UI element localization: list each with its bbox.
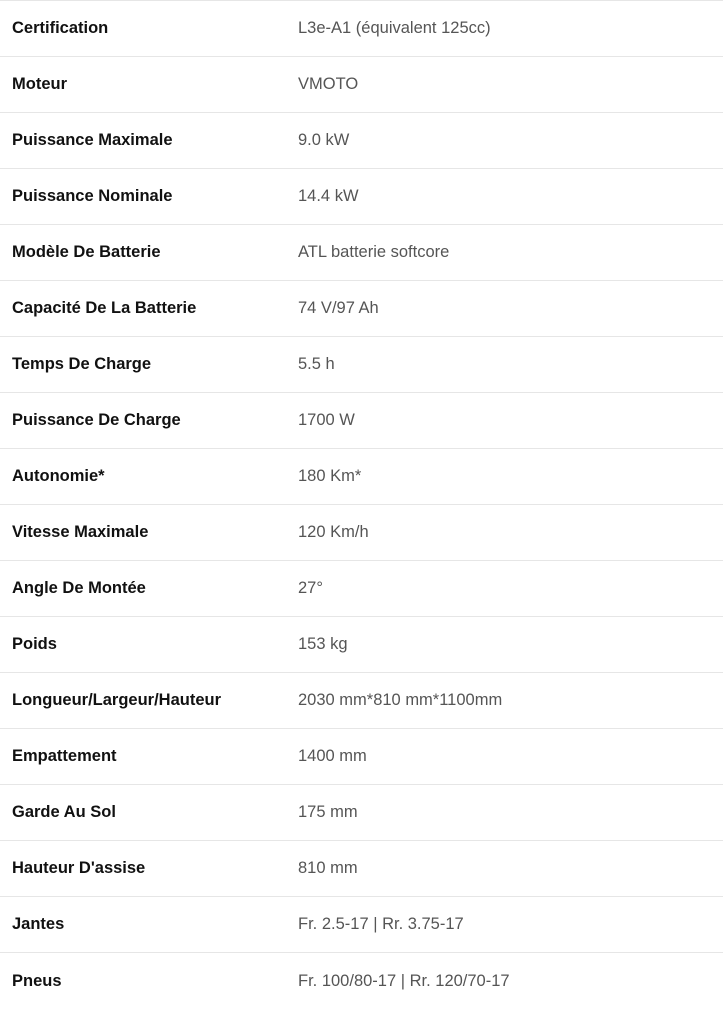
- spec-label: Temps De Charge: [12, 355, 152, 373]
- spec-value: Fr. 2.5-17 | Rr. 3.75-17: [298, 915, 464, 933]
- spec-value: 74 V/97 Ah: [298, 299, 379, 317]
- spec-row-jantes: [0, 897, 723, 953]
- spec-row-dimensions: [0, 673, 723, 729]
- spec-label: Puissance Nominale: [12, 187, 173, 205]
- spec-label: Garde Au Sol: [12, 803, 116, 821]
- spec-label: Poids: [12, 635, 57, 653]
- spec-value: 153 kg: [298, 635, 348, 653]
- spec-value: 5.5 h: [298, 355, 335, 373]
- spec-label: Longueur/Largeur/Hauteur: [12, 691, 222, 709]
- spec-value: VMOTO: [298, 75, 359, 93]
- spec-value: 175 mm: [298, 803, 358, 821]
- spec-label: Pneus: [12, 971, 62, 990]
- spec-row-moteur: [0, 57, 723, 113]
- spec-value: 9.0 kW: [298, 131, 350, 149]
- spec-label: Puissance Maximale: [12, 131, 173, 149]
- spec-row-autonomie: [0, 449, 723, 505]
- spec-value: Fr. 100/80-17 | Rr. 120/70-17: [298, 971, 510, 990]
- spec-value: ATL batterie softcore: [298, 243, 450, 261]
- spec-label: Capacité De La Batterie: [12, 299, 197, 317]
- spec-row-capacite-batterie: [0, 281, 723, 337]
- spec-row-puissance-charge: [0, 393, 723, 449]
- spec-row-puissance-maximale: [0, 113, 723, 169]
- spec-value: 1700 W: [298, 411, 355, 429]
- spec-label: Hauteur D'assise: [12, 859, 146, 877]
- spec-value: 27°: [298, 579, 323, 597]
- spec-value: 1400 mm: [298, 747, 367, 765]
- spec-row-certification: [0, 1, 723, 57]
- spec-row-poids: [0, 617, 723, 673]
- spec-label: Autonomie*: [12, 467, 105, 485]
- spec-row-temps-charge: [0, 337, 723, 393]
- spec-value: 2030 mm*810 mm*1100mm: [298, 691, 503, 709]
- spec-label: Certification: [12, 19, 109, 37]
- spec-row-angle-montee: [0, 561, 723, 617]
- spec-value: 180 Km*: [298, 467, 362, 485]
- spec-row-empattement: [0, 729, 723, 785]
- spec-row-garde-sol: [0, 785, 723, 841]
- spec-row-hauteur-assise: [0, 841, 723, 897]
- spec-row-vitesse-maximale: [0, 505, 723, 561]
- spec-value: 120 Km/h: [298, 523, 369, 541]
- spec-row-puissance-nominale: [0, 169, 723, 225]
- spec-label: Modèle De Batterie: [12, 243, 161, 261]
- spec-label: Puissance De Charge: [12, 411, 181, 429]
- spec-value: L3e-A1 (équivalent 125cc): [298, 19, 491, 37]
- spec-label: Jantes: [12, 915, 65, 933]
- spec-value: 14.4 kW: [298, 187, 359, 205]
- spec-row-pneus: [0, 953, 723, 1009]
- spec-row-modele-batterie: [0, 225, 723, 281]
- spec-label: Empattement: [12, 747, 117, 765]
- spec-label: Moteur: [12, 75, 67, 93]
- spec-label: Angle De Montée: [12, 579, 146, 597]
- spec-value: 810 mm: [298, 859, 358, 877]
- spec-label: Vitesse Maximale: [12, 523, 149, 541]
